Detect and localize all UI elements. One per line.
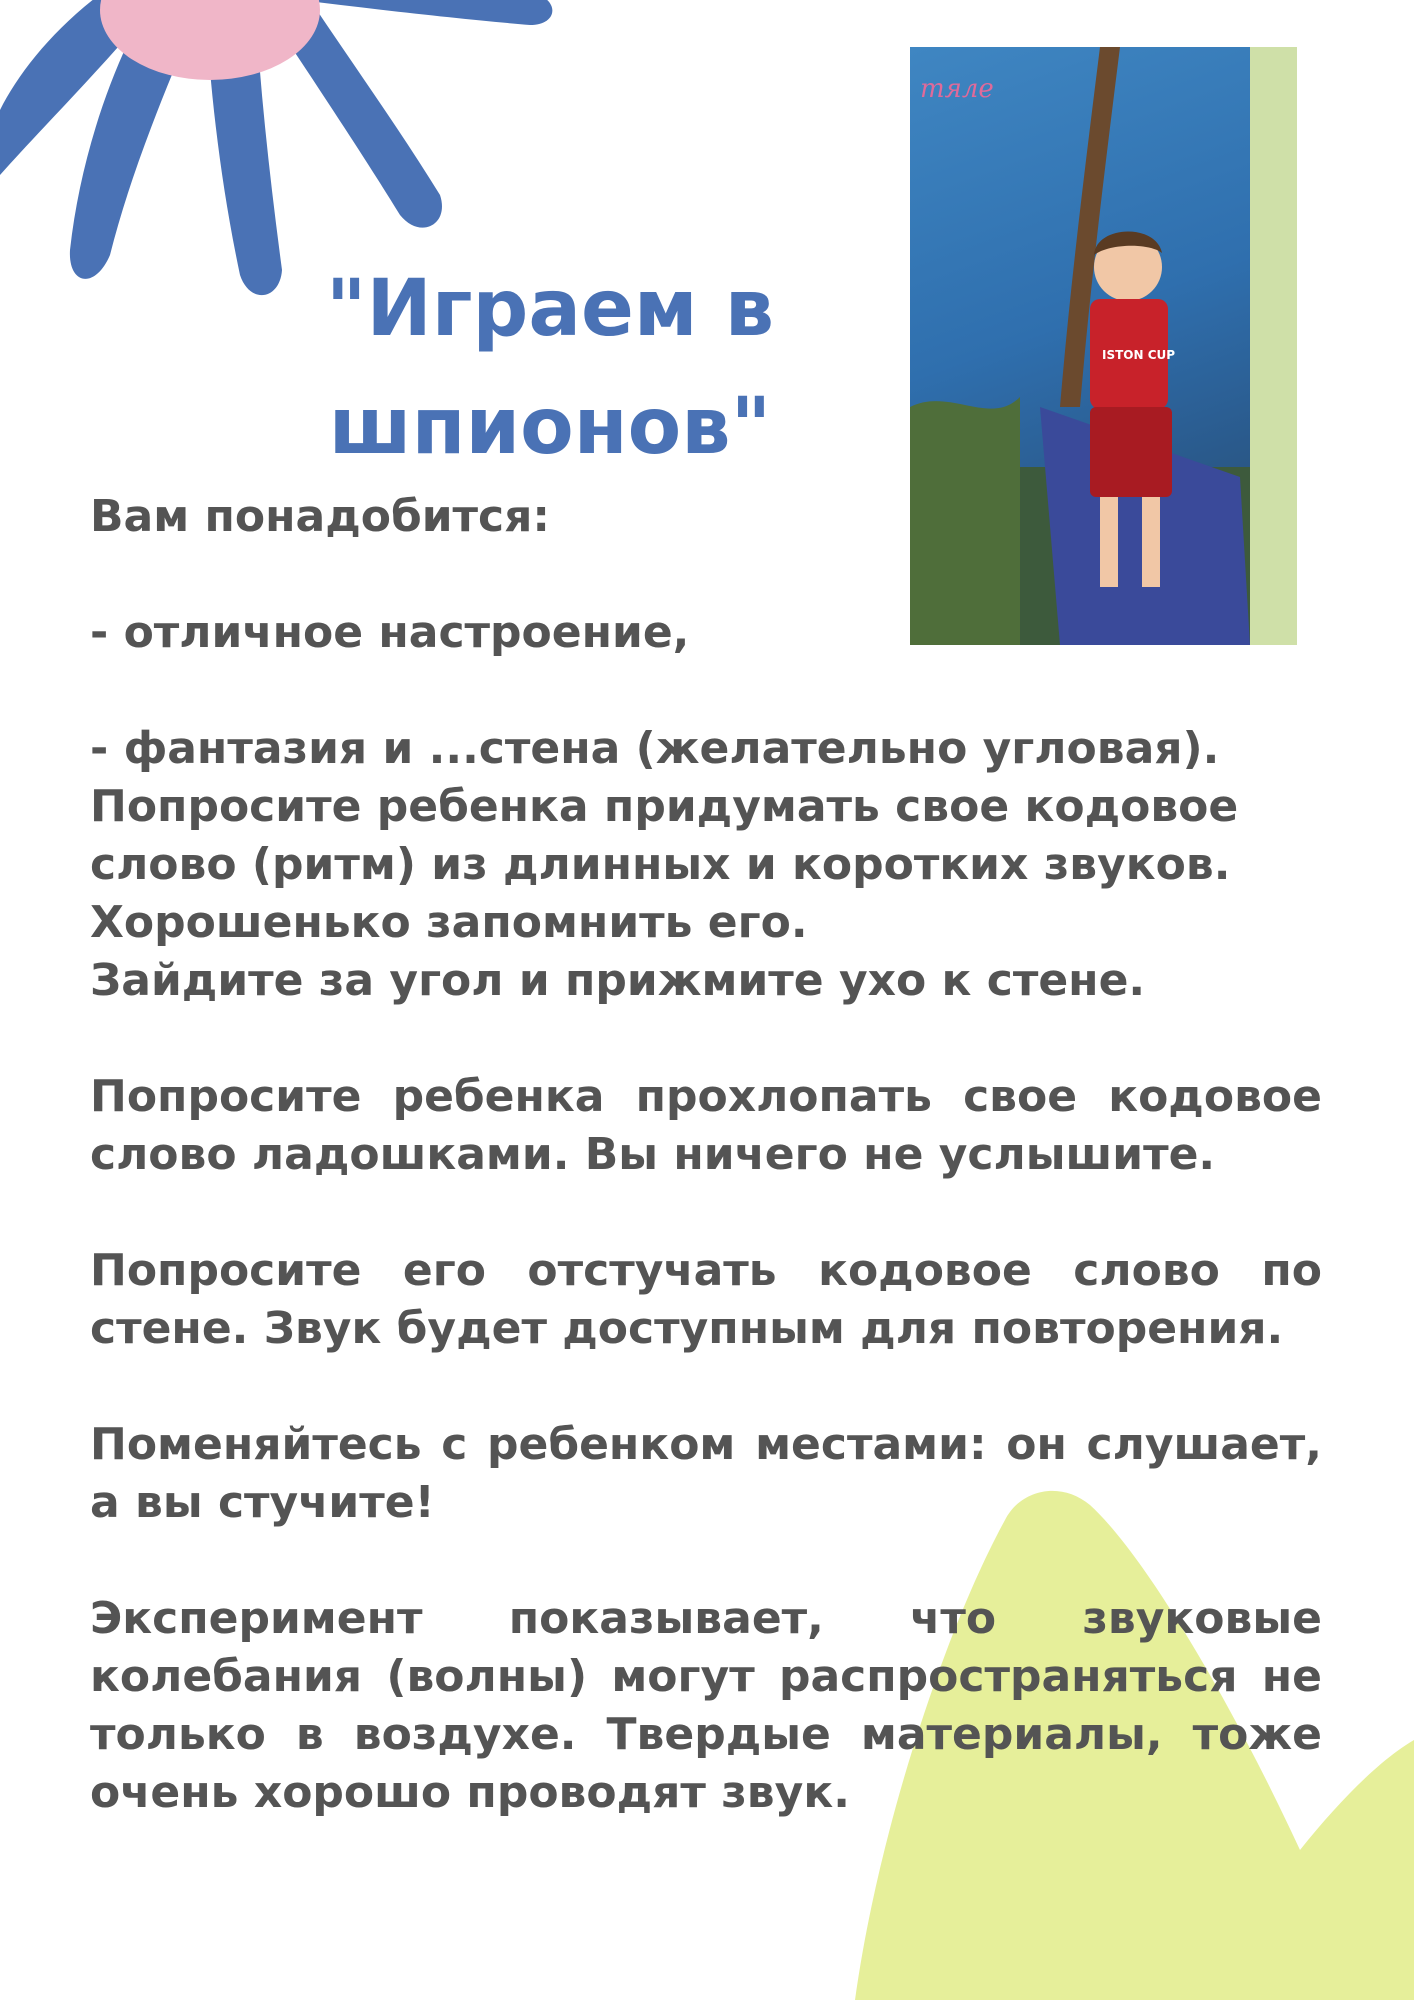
para1-line4: Зайдите за угол и прижмите ухо к стене.: [90, 955, 1146, 1006]
photo-shirt-text: ISTON CUP: [1102, 348, 1176, 362]
paragraph-swap: Поменяйтесь с ребенком местами: он слушает, а вы стучите!: [90, 1419, 1322, 1528]
photo-signature: тяле: [920, 74, 994, 104]
para1-line2: слово (ритм) из длинных и коротких звуков.: [90, 839, 1231, 890]
body-text: [90, 488, 1322, 1822]
page-title: "Играем в шпионов": [325, 264, 775, 472]
need-label: Вам понадобится:: [90, 491, 550, 542]
paragraph-clap: Попросите ребенка прохлопать свое кодовое слово ладошками. Вы ничего не услышите.: [90, 1071, 1322, 1180]
item-fantasy: - фантазия и ...стена (желательно угловая).: [90, 723, 1220, 774]
paragraph-conclusion: Эксперимент показывает, что звуковые колебания (волны) могут распространяться не только в воздухе. Твердые материалы, тоже очень хорошо проводят звук.: [90, 1593, 1322, 1818]
item-mood: - отличное настроение,: [90, 607, 690, 658]
para1-line3: Хорошенько запомнить его.: [90, 897, 808, 948]
para1-line1: Попросите ребенка придумать свое кодовое: [90, 781, 1239, 832]
paragraph-knock: Попросите его отстучать кодовое слово по стене. Звук будет доступным для повторения.: [90, 1245, 1322, 1354]
